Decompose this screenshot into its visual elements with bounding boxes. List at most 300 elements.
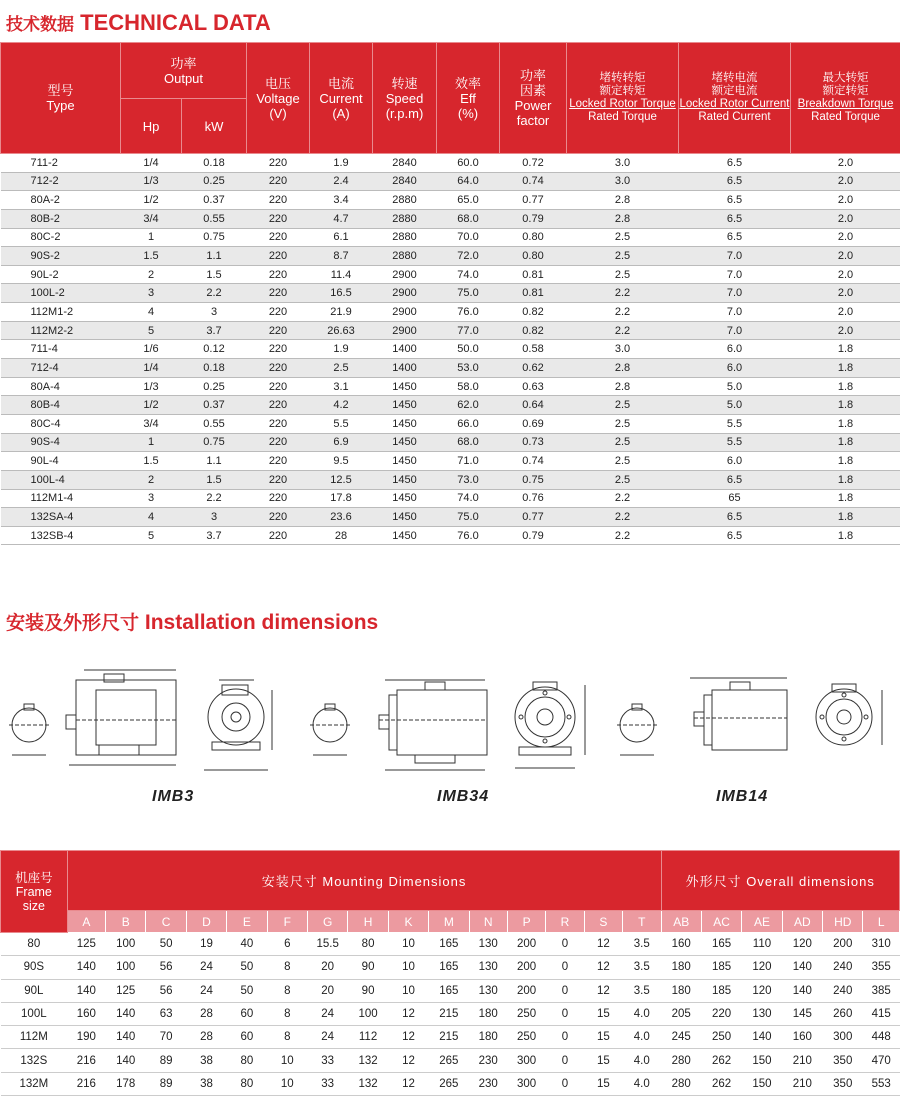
- data-cell: 5: [121, 321, 182, 340]
- dimension-cell: 150: [742, 1072, 782, 1095]
- data-cell: 2880: [373, 228, 437, 247]
- data-cell: 0.25: [182, 172, 247, 191]
- dimension-cell: 262: [701, 1049, 741, 1072]
- dimension-cell: 230: [469, 1072, 507, 1095]
- data-cell: 16.5: [310, 284, 373, 303]
- dimension-cell: 215: [429, 1002, 469, 1025]
- data-cell: 65: [679, 489, 791, 508]
- data-cell: 220: [247, 433, 310, 452]
- dimension-cell: 56: [146, 956, 186, 979]
- dimension-cell: 200: [507, 979, 545, 1002]
- dimension-cell: 180: [469, 1026, 507, 1049]
- dimension-cell: 215: [429, 1026, 469, 1049]
- data-cell: 5.5: [679, 433, 791, 452]
- data-cell: 23.6: [310, 508, 373, 527]
- dimension-cell: 12: [388, 1072, 428, 1095]
- dimension-cell: 240: [823, 979, 863, 1002]
- dimension-cell: 33: [307, 1049, 347, 1072]
- data-cell: 1/2: [121, 396, 182, 415]
- dimension-letter-header: L: [863, 911, 900, 933]
- type-cell: 132SA-4: [1, 508, 121, 527]
- data-cell: 1.8: [791, 359, 900, 378]
- dimension-cell: 80: [227, 1049, 267, 1072]
- data-cell: 220: [247, 414, 310, 433]
- type-cell: 80B-2: [1, 209, 121, 228]
- data-cell: 73.0: [437, 470, 500, 489]
- dimension-cell: 24: [307, 1002, 347, 1025]
- dimension-cell: 300: [823, 1026, 863, 1049]
- frame-size-cell: 80: [1, 933, 68, 956]
- data-cell: 2.0: [791, 154, 900, 173]
- data-cell: 77.0: [437, 321, 500, 340]
- dimension-cell: 140: [742, 1026, 782, 1049]
- dimension-cell: 160: [782, 1026, 822, 1049]
- data-cell: 0.63: [500, 377, 567, 396]
- dimension-cell: 0: [546, 933, 584, 956]
- table-row: [1, 508, 900, 527]
- dimension-cell: 130: [469, 933, 507, 956]
- dimension-cell: 0: [546, 1049, 584, 1072]
- data-cell: 2.2: [567, 526, 679, 545]
- table-row: [1, 1072, 900, 1095]
- dimension-letter-header: M: [429, 911, 469, 933]
- dimension-cell: 12: [388, 1049, 428, 1072]
- table-row: [1, 265, 900, 284]
- data-cell: 2.5: [567, 265, 679, 284]
- data-cell: 3.0: [567, 154, 679, 173]
- data-cell: 2880: [373, 247, 437, 266]
- dimension-cell: 10: [267, 1072, 307, 1095]
- dimension-cell: 185: [701, 979, 741, 1002]
- dimension-letter-header: HD: [823, 911, 863, 933]
- table-row: [1, 489, 900, 508]
- data-cell: 26.63: [310, 321, 373, 340]
- imb14-diagram: [612, 660, 900, 780]
- data-cell: 70.0: [437, 228, 500, 247]
- data-cell: 220: [247, 452, 310, 471]
- data-cell: 0.55: [182, 414, 247, 433]
- technical-data-title-en: TECHNICAL DATA: [80, 10, 271, 35]
- dimension-cell: 280: [661, 1049, 701, 1072]
- type-cell: 100L-2: [1, 284, 121, 303]
- data-cell: 5.5: [310, 414, 373, 433]
- header-type: 型号 Type: [1, 43, 121, 154]
- data-cell: 2.2: [567, 508, 679, 527]
- dimension-cell: 56: [146, 979, 186, 1002]
- data-cell: 1450: [373, 414, 437, 433]
- data-cell: 3: [121, 284, 182, 303]
- data-cell: 8.7: [310, 247, 373, 266]
- type-cell: 112M2-2: [1, 321, 121, 340]
- type-cell: 112M1-4: [1, 489, 121, 508]
- data-cell: 220: [247, 154, 310, 173]
- dimension-cell: 165: [429, 979, 469, 1002]
- dimension-cell: 140: [106, 1049, 146, 1072]
- data-cell: 75.0: [437, 284, 500, 303]
- data-cell: 1450: [373, 489, 437, 508]
- data-cell: 1/2: [121, 191, 182, 210]
- data-cell: 2840: [373, 172, 437, 191]
- type-cell: 80C-2: [1, 228, 121, 247]
- dimension-cell: 132: [348, 1049, 388, 1072]
- header-locked-rotor-current: 堵转电流 额定电流 Locked Rotor Current Rated Current: [679, 43, 791, 154]
- dimension-letter-header: AD: [782, 911, 822, 933]
- data-cell: 6.5: [679, 172, 791, 191]
- dimension-cell: 265: [429, 1072, 469, 1095]
- dimension-cell: 205: [661, 1002, 701, 1025]
- data-cell: 1.8: [791, 489, 900, 508]
- dimension-cell: 553: [863, 1072, 900, 1095]
- table-row: [1, 526, 900, 545]
- dimension-cell: 385: [863, 979, 900, 1002]
- table-row: [1, 414, 900, 433]
- dimension-letter-header: B: [106, 911, 146, 933]
- dimension-cell: 0: [546, 956, 584, 979]
- data-cell: 220: [247, 340, 310, 359]
- data-cell: 2.5: [567, 228, 679, 247]
- type-cell: 80A-2: [1, 191, 121, 210]
- data-cell: 1.8: [791, 414, 900, 433]
- dimension-cell: 180: [469, 1002, 507, 1025]
- dimension-cell: 89: [146, 1072, 186, 1095]
- data-cell: 21.9: [310, 303, 373, 322]
- data-cell: 0.58: [500, 340, 567, 359]
- data-cell: 0.77: [500, 191, 567, 210]
- data-cell: 1.1: [182, 247, 247, 266]
- dimension-cell: 250: [507, 1002, 545, 1025]
- data-cell: 0.75: [182, 228, 247, 247]
- data-cell: 1450: [373, 470, 437, 489]
- type-cell: 711-2: [1, 154, 121, 173]
- header-locked-rotor-torque: 堵转转矩 额定转矩 Locked Rotor Torque Rated Torque: [567, 43, 679, 154]
- dimension-cell: 180: [661, 979, 701, 1002]
- imb34-diagram: [305, 660, 595, 780]
- dimension-cell: 0: [546, 1072, 584, 1095]
- header-hp: Hp: [121, 99, 182, 154]
- dimension-cell: 112: [348, 1026, 388, 1049]
- dimension-cell: 60: [227, 1002, 267, 1025]
- data-cell: 3: [182, 303, 247, 322]
- data-cell: 220: [247, 284, 310, 303]
- data-cell: 68.0: [437, 433, 500, 452]
- table-row: [1, 452, 900, 471]
- dimension-cell: 250: [507, 1026, 545, 1049]
- data-cell: 0.37: [182, 191, 247, 210]
- table-row: [1, 979, 900, 1002]
- dimension-cell: 12: [584, 933, 622, 956]
- type-cell: 132SB-4: [1, 526, 121, 545]
- data-cell: 2.2: [182, 284, 247, 303]
- dimension-letter-header: A: [67, 911, 105, 933]
- dimension-letter-header: E: [227, 911, 267, 933]
- data-cell: 0.75: [500, 470, 567, 489]
- data-cell: 220: [247, 396, 310, 415]
- table-row: [1, 377, 900, 396]
- dimension-cell: 100: [106, 956, 146, 979]
- data-cell: 2.2: [567, 489, 679, 508]
- data-cell: 5.0: [679, 396, 791, 415]
- dimension-cell: 6: [267, 933, 307, 956]
- dimension-cell: 350: [823, 1049, 863, 1072]
- data-cell: 7.0: [679, 321, 791, 340]
- data-cell: 2900: [373, 303, 437, 322]
- data-cell: 5.0: [679, 377, 791, 396]
- table-row: [1, 172, 900, 191]
- technical-data-table: [0, 42, 900, 545]
- data-cell: 1400: [373, 340, 437, 359]
- header-overall-dimensions: 外形尺寸 Overall dimensions: [661, 851, 900, 911]
- data-cell: 1450: [373, 508, 437, 527]
- data-cell: 3/4: [121, 414, 182, 433]
- table-row: [1, 1002, 900, 1025]
- data-cell: 2.0: [791, 303, 900, 322]
- dimension-cell: 220: [701, 1002, 741, 1025]
- table-row: [1, 470, 900, 489]
- type-cell: 90L-2: [1, 265, 121, 284]
- data-cell: 2: [121, 265, 182, 284]
- header-speed: 转速 Speed (r.p.m): [373, 43, 437, 154]
- dimension-letter-header: AB: [661, 911, 701, 933]
- data-cell: 1.8: [791, 508, 900, 527]
- data-cell: 0.69: [500, 414, 567, 433]
- dimension-letter-header: T: [623, 911, 661, 933]
- dimension-cell: 38: [186, 1049, 226, 1072]
- dimension-cell: 140: [106, 1002, 146, 1025]
- dimension-cell: 110: [742, 933, 782, 956]
- dimension-cell: 216: [67, 1049, 105, 1072]
- data-cell: 71.0: [437, 452, 500, 471]
- dimension-cell: 140: [782, 979, 822, 1002]
- dimension-cell: 38: [186, 1072, 226, 1095]
- dimension-cell: 262: [701, 1072, 741, 1095]
- data-cell: 1/3: [121, 172, 182, 191]
- table-row: [1, 303, 900, 322]
- dimension-cell: 132: [348, 1072, 388, 1095]
- data-cell: 2.4: [310, 172, 373, 191]
- dimension-cell: 165: [701, 933, 741, 956]
- data-cell: 2.2: [567, 303, 679, 322]
- dimension-cell: 12: [584, 956, 622, 979]
- dimension-cell: 190: [67, 1026, 105, 1049]
- dimension-cell: 50: [227, 956, 267, 979]
- data-cell: 220: [247, 321, 310, 340]
- dimension-cell: 10: [388, 956, 428, 979]
- type-cell: 712-4: [1, 359, 121, 378]
- data-cell: 220: [247, 265, 310, 284]
- dimension-cell: 33: [307, 1072, 347, 1095]
- header-mounting-dimensions: 安装尺寸 Mounting Dimensions: [67, 851, 661, 911]
- dimension-cell: 120: [782, 933, 822, 956]
- dimension-cell: 20: [307, 979, 347, 1002]
- imb3-label: IMB3: [152, 788, 194, 806]
- header-output: 功率 Output: [121, 43, 247, 99]
- dimension-cell: 245: [661, 1026, 701, 1049]
- table-row: [1, 191, 900, 210]
- data-cell: 1400: [373, 359, 437, 378]
- data-cell: 2.2: [567, 284, 679, 303]
- dimension-cell: 250: [701, 1026, 741, 1049]
- data-cell: 2.0: [791, 265, 900, 284]
- header-frame-size: 机座号 Frame size: [1, 851, 68, 933]
- dimension-cell: 350: [823, 1072, 863, 1095]
- dimension-cell: 70: [146, 1026, 186, 1049]
- data-cell: 3: [182, 508, 247, 527]
- table-row: [1, 321, 900, 340]
- dimension-cell: 4.0: [623, 1049, 661, 1072]
- dimension-cell: 120: [742, 979, 782, 1002]
- dimension-letter-header: AE: [742, 911, 782, 933]
- data-cell: 0.76: [500, 489, 567, 508]
- data-cell: 0.79: [500, 526, 567, 545]
- dimension-cell: 216: [67, 1072, 105, 1095]
- type-cell: 90S-4: [1, 433, 121, 452]
- table-row: [1, 228, 900, 247]
- data-cell: 2880: [373, 209, 437, 228]
- dimension-cell: 8: [267, 1026, 307, 1049]
- data-cell: 1.8: [791, 340, 900, 359]
- data-cell: 6.5: [679, 228, 791, 247]
- data-cell: 0.62: [500, 359, 567, 378]
- dimension-cell: 100: [106, 933, 146, 956]
- dimension-cell: 300: [507, 1049, 545, 1072]
- dimension-cell: 200: [823, 933, 863, 956]
- dimension-cell: 80: [227, 1072, 267, 1095]
- data-cell: 2.5: [567, 247, 679, 266]
- data-cell: 4: [121, 508, 182, 527]
- data-cell: 2.5: [567, 470, 679, 489]
- dimension-cell: 240: [823, 956, 863, 979]
- table-row: [1, 933, 900, 956]
- dimension-cell: 130: [469, 956, 507, 979]
- dimension-cell: 89: [146, 1049, 186, 1072]
- table-row: [1, 1026, 900, 1049]
- data-cell: 4: [121, 303, 182, 322]
- data-cell: 1: [121, 433, 182, 452]
- data-cell: 2.0: [791, 191, 900, 210]
- data-cell: 220: [247, 489, 310, 508]
- dimension-cell: 165: [429, 956, 469, 979]
- data-cell: 1.5: [182, 265, 247, 284]
- data-cell: 1.8: [791, 377, 900, 396]
- dimension-cell: 160: [661, 933, 701, 956]
- data-cell: 50.0: [437, 340, 500, 359]
- type-cell: 100L-4: [1, 470, 121, 489]
- data-cell: 7.0: [679, 303, 791, 322]
- data-cell: 75.0: [437, 508, 500, 527]
- data-cell: 3: [121, 489, 182, 508]
- data-cell: 7.0: [679, 265, 791, 284]
- dimension-cell: 4.0: [623, 1072, 661, 1095]
- data-cell: 2.0: [791, 247, 900, 266]
- header-kw: kW: [182, 99, 247, 154]
- data-cell: 1.8: [791, 433, 900, 452]
- dimension-cell: 0: [546, 979, 584, 1002]
- data-cell: 0.73: [500, 433, 567, 452]
- data-cell: 6.5: [679, 209, 791, 228]
- data-cell: 220: [247, 247, 310, 266]
- type-cell: 80A-4: [1, 377, 121, 396]
- table-row: [1, 956, 900, 979]
- data-cell: 220: [247, 470, 310, 489]
- dimension-cell: 15: [584, 1049, 622, 1072]
- data-cell: 2840: [373, 154, 437, 173]
- header-eff: 效率 Eff (%): [437, 43, 500, 154]
- data-cell: 1.8: [791, 396, 900, 415]
- dimension-cell: 8: [267, 979, 307, 1002]
- dimension-letter-header: AC: [701, 911, 741, 933]
- data-cell: 2.0: [791, 209, 900, 228]
- dimension-cell: 180: [661, 956, 701, 979]
- type-cell: 90S-2: [1, 247, 121, 266]
- dimension-letter-header: C: [146, 911, 186, 933]
- type-cell: 80C-4: [1, 414, 121, 433]
- dimension-cell: 210: [782, 1072, 822, 1095]
- data-cell: 2900: [373, 321, 437, 340]
- dimension-cell: 10: [388, 933, 428, 956]
- dimension-cell: 280: [661, 1072, 701, 1095]
- data-cell: 2.0: [791, 228, 900, 247]
- dimension-cell: 12: [388, 1026, 428, 1049]
- data-cell: 0.74: [500, 172, 567, 191]
- dimension-cell: 200: [507, 933, 545, 956]
- dimension-cell: 40: [227, 933, 267, 956]
- dimension-cell: 448: [863, 1026, 900, 1049]
- data-cell: 2.5: [567, 452, 679, 471]
- data-cell: 64.0: [437, 172, 500, 191]
- dimension-cell: 10: [388, 979, 428, 1002]
- dimension-cell: 355: [863, 956, 900, 979]
- data-cell: 2: [121, 470, 182, 489]
- dimension-cell: 20: [307, 956, 347, 979]
- header-current: 电流 Current (A): [310, 43, 373, 154]
- data-cell: 0.80: [500, 228, 567, 247]
- frame-size-cell: 90S: [1, 956, 68, 979]
- dimension-cell: 0: [546, 1026, 584, 1049]
- dimension-cell: 3.5: [623, 933, 661, 956]
- dimension-letter-header: D: [186, 911, 226, 933]
- data-cell: 60.0: [437, 154, 500, 173]
- table-row: [1, 247, 900, 266]
- data-cell: 2880: [373, 191, 437, 210]
- data-cell: 220: [247, 508, 310, 527]
- data-cell: 1450: [373, 526, 437, 545]
- data-cell: 220: [247, 526, 310, 545]
- data-cell: 74.0: [437, 489, 500, 508]
- dimension-cell: 15.5: [307, 933, 347, 956]
- imb14-label: IMB14: [716, 788, 768, 806]
- dimension-letter-header: P: [507, 911, 545, 933]
- dimension-letter-header: H: [348, 911, 388, 933]
- data-cell: 7.0: [679, 284, 791, 303]
- dimension-cell: 150: [742, 1049, 782, 1072]
- data-cell: 9.5: [310, 452, 373, 471]
- dimension-cell: 120: [742, 956, 782, 979]
- data-cell: 2.2: [182, 489, 247, 508]
- data-cell: 53.0: [437, 359, 500, 378]
- data-cell: 0.12: [182, 340, 247, 359]
- imb3-diagram: [4, 660, 294, 780]
- dimension-cell: 125: [67, 933, 105, 956]
- dimension-cell: 470: [863, 1049, 900, 1072]
- data-cell: 3/4: [121, 209, 182, 228]
- data-cell: 0.75: [182, 433, 247, 452]
- data-cell: 2.5: [310, 359, 373, 378]
- dimension-cell: 15: [584, 1002, 622, 1025]
- data-cell: 6.5: [679, 191, 791, 210]
- data-cell: 1450: [373, 396, 437, 415]
- dimension-cell: 24: [186, 956, 226, 979]
- dimension-cell: 90: [348, 956, 388, 979]
